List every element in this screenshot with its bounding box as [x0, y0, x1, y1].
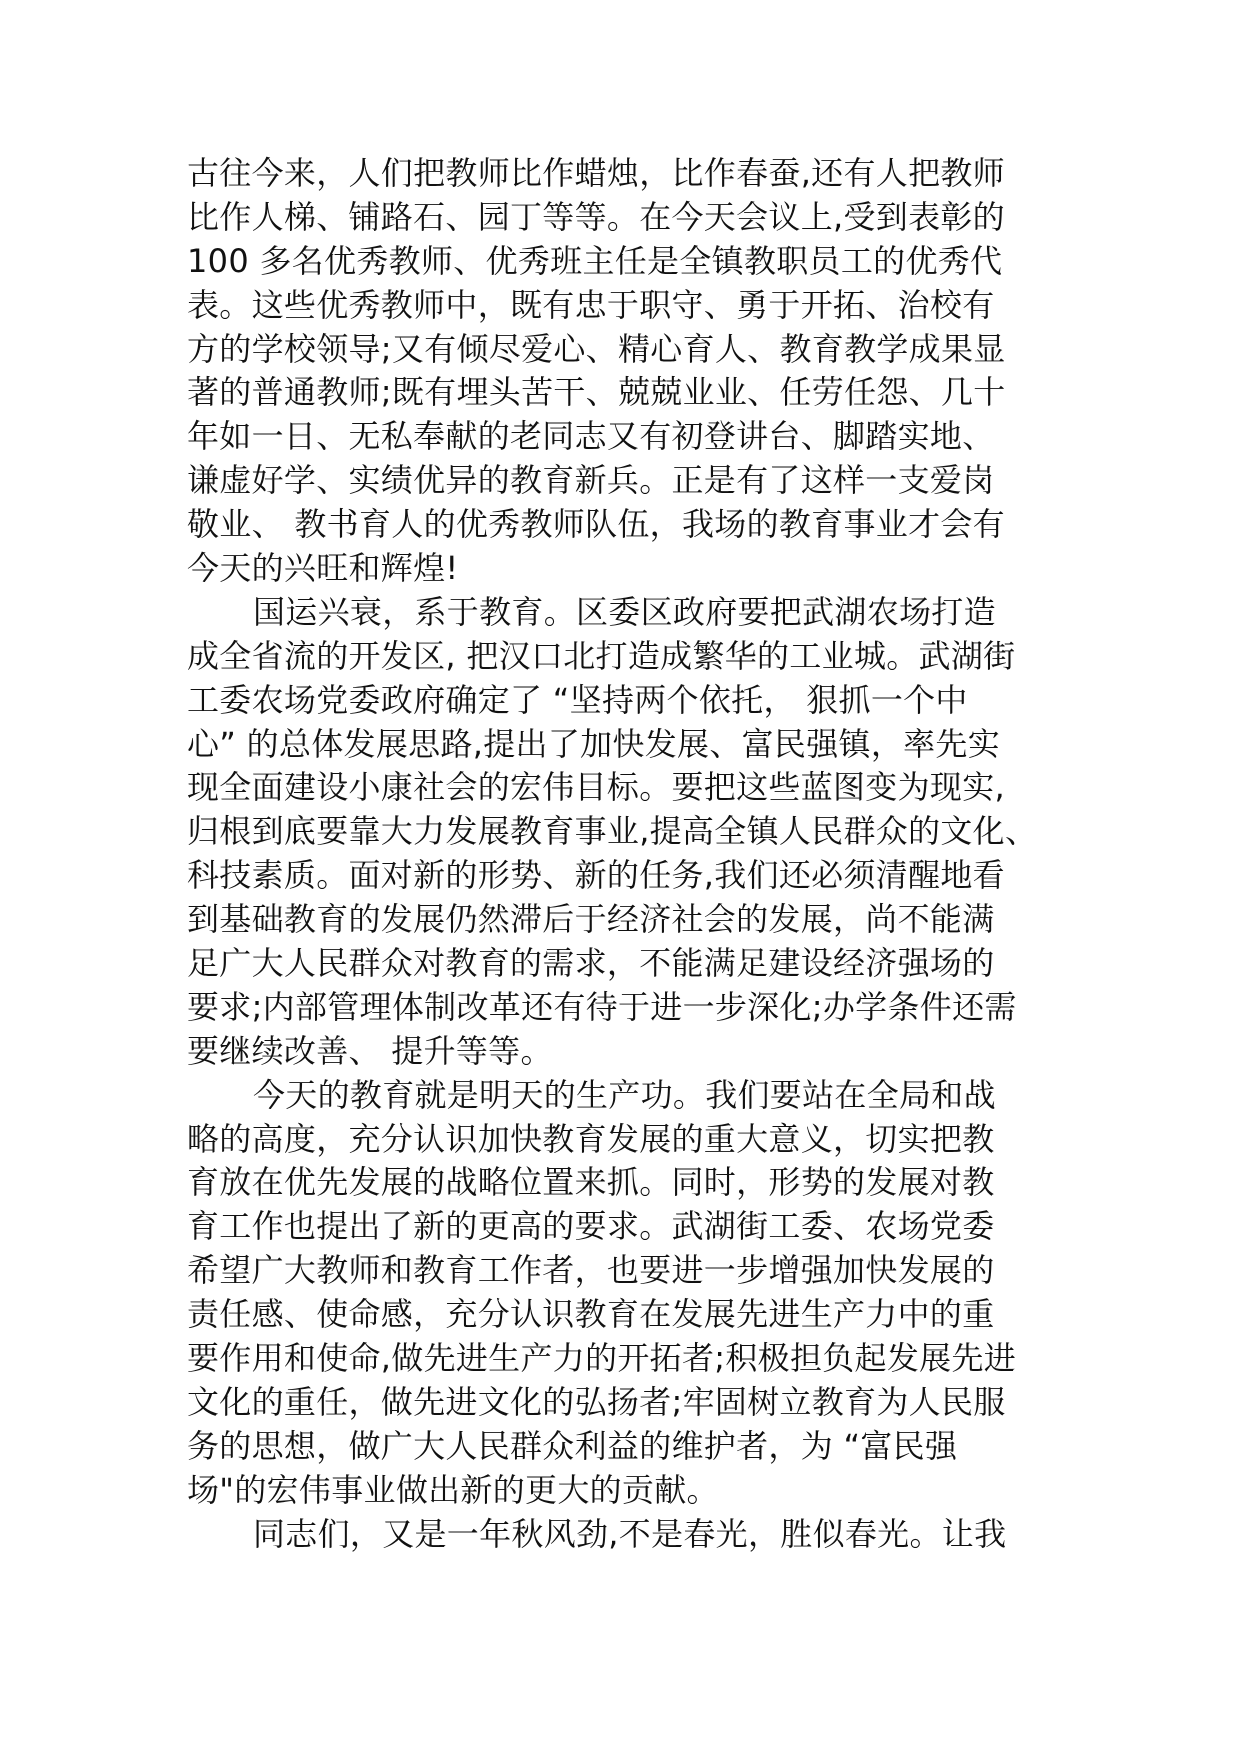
text-line: 敬业、 教书育人的优秀教师队伍，我场的教育事业才会有 — [187, 505, 1005, 544]
text-line: 成全省流的开发区, 把汉口北打造成繁华的工业城。武湖街 — [187, 636, 1016, 675]
text-line: 古往今来，人们把教师比作蜡烛，比作春蚕,还有人把教师 — [187, 154, 1005, 192]
text-line: 要作用和使命,做先进生产力的开拓者;积极担负起发展先进 — [187, 1339, 1017, 1378]
text-line: 著的普通教师;既有埋头苦干、兢兢业业、任劳任怨、几十 — [187, 373, 1006, 412]
text-line: 工委农场党委政府确定了 “坚持两个依托， 狠抓一个中 — [187, 680, 968, 719]
text-line: 100 多名优秀教师、优秀班主任是全镇教职员工的优秀代 — [187, 241, 1003, 280]
text-line: 文化的重任，做先进文化的弘扬者;牢固树立教育为人民服 — [187, 1382, 1006, 1421]
text-line: 谦虚好学、实绩优异的教育新兵。正是有了这样一支爱岗 — [187, 461, 995, 500]
text-line: 年如一日、无私奉献的老同志又有初登讲台、脚踏实地、 — [187, 417, 995, 456]
text-line: 略的高度，充分认识加快教育发展的重大意义，切实把教 — [187, 1119, 995, 1158]
text-line: 育放在优先发展的战略位置来抓。同时，形势的发展对教 — [187, 1163, 995, 1202]
paragraph-first-line: 国运兴衰，系于教育。区委区政府要把武湖农场打造 — [253, 592, 996, 631]
text-line: 归根到底要靠大力发展教育事业,提高全镇人民群众的文化、 — [187, 812, 1038, 851]
text-line: 要求;内部管理体制改革还有待于进一步深化;办学条件还需 — [187, 987, 1017, 1026]
text-line: 比作人梯、铺路石、园丁等等。在今天会议上,受到表彰的 — [187, 197, 1005, 236]
text-line: 到基础教育的发展仍然滞后于经济社会的发展，尚不能满 — [187, 900, 995, 939]
body-text — [187, 152, 1067, 1557]
text-line: 现全面建设小康社会的宏伟目标。要把这些蓝图变为现实, — [187, 768, 1005, 807]
text-line: 足广大人民群众对教育的需求，不能满足建设经济强场的 — [187, 944, 995, 983]
text-line: 希望广大教师和教育工作者，也要进一步增强加快发展的 — [187, 1251, 995, 1290]
text-line: 场"的宏伟事业做出新的更大的贡献。 — [187, 1470, 719, 1509]
text-line: 今天的兴旺和辉煌! — [187, 549, 459, 588]
text-line: 责任感、使命感，充分认识教育在发展先进生产力中的重 — [187, 1295, 995, 1334]
text-line: 心” 的总体发展思路,提出了加快发展、富民强镇，率先实 — [187, 724, 1001, 763]
text-line: 育工作也提出了新的更高的要求。武湖街工委、农场党委 — [187, 1207, 995, 1246]
paragraph-first-line: 今天的教育就是明天的生产功。我们要站在全局和战 — [253, 1075, 996, 1114]
text-line: 务的思想，做广大人民群众利益的维护者，为 “富民强 — [187, 1426, 958, 1465]
text-line: 要继续改善、 提升等等。 — [187, 1031, 553, 1070]
text-line: 科技素质。面对新的形势、新的任务,我们还必须清醒地看 — [187, 856, 1005, 895]
text-line: 表。这些优秀教师中，既有忠于职守、勇于开拓、治校有 — [187, 285, 995, 324]
text-line: 方的学校领导;又有倾尽爱心、精心育人、教育教学成果显 — [187, 329, 1006, 368]
paragraph-first-line: 同志们，又是一年秋风劲,不是春光，胜似春光。让我 — [253, 1514, 1007, 1553]
